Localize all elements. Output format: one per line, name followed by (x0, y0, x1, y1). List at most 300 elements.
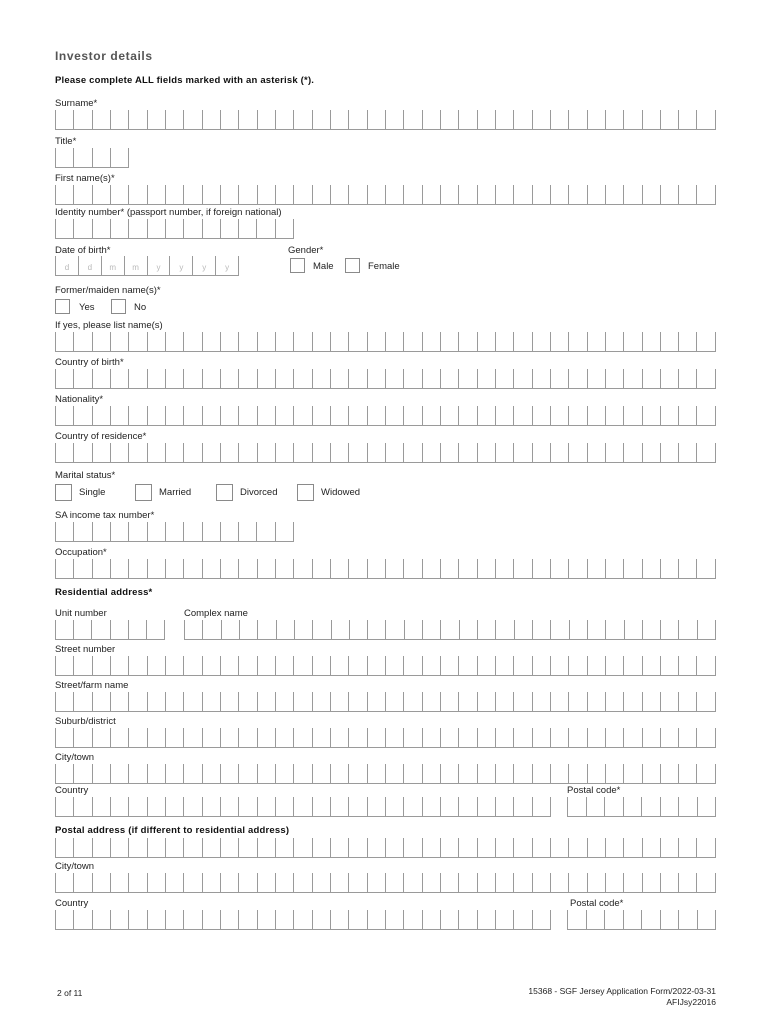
character-cell[interactable] (92, 656, 110, 675)
character-cell[interactable] (623, 838, 641, 857)
character-cell[interactable] (513, 559, 531, 578)
character-cell[interactable] (440, 797, 458, 816)
character-cell[interactable] (165, 332, 183, 351)
character-cell[interactable] (147, 332, 165, 351)
character-cell[interactable] (202, 728, 220, 747)
character-cell[interactable] (55, 406, 73, 425)
character-cell[interactable] (202, 110, 220, 129)
character-cell[interactable] (257, 797, 275, 816)
character-cell[interactable] (605, 110, 623, 129)
character-cell[interactable] (312, 873, 330, 892)
character-cell[interactable] (567, 910, 586, 929)
character-cell[interactable] (495, 559, 513, 578)
character-cell[interactable] (293, 332, 311, 351)
character-cell[interactable] (238, 797, 256, 816)
character-cell[interactable] (146, 620, 165, 639)
character-cell[interactable] (330, 406, 348, 425)
character-cell[interactable] (660, 443, 678, 462)
marital-married-checkbox[interactable] (135, 484, 152, 501)
character-cell[interactable] (696, 656, 715, 675)
character-cell[interactable] (605, 185, 623, 204)
character-cell[interactable] (678, 910, 697, 929)
character-cell[interactable] (312, 185, 330, 204)
character-cell[interactable] (623, 656, 641, 675)
character-cell[interactable] (696, 110, 715, 129)
character-cell[interactable] (92, 219, 110, 238)
character-cell[interactable] (293, 797, 311, 816)
character-cell[interactable] (586, 797, 605, 816)
character-cell[interactable] (147, 369, 165, 388)
character-cell[interactable] (220, 873, 238, 892)
character-cell[interactable] (367, 797, 385, 816)
character-cell[interactable] (477, 797, 495, 816)
character-cell[interactable] (367, 369, 385, 388)
character-cell[interactable] (312, 406, 330, 425)
character-cell[interactable] (678, 185, 696, 204)
character-cell[interactable] (239, 620, 257, 639)
character-cell[interactable] (183, 522, 201, 541)
character-cell[interactable] (367, 443, 385, 462)
character-cell[interactable] (550, 185, 568, 204)
character-cell[interactable] (165, 764, 183, 783)
character-cell[interactable] (403, 406, 421, 425)
character-cell[interactable] (348, 838, 366, 857)
character-cell[interactable] (477, 110, 495, 129)
character-cell[interactable] (73, 873, 91, 892)
character-cell[interactable] (568, 443, 586, 462)
character-cell[interactable] (623, 764, 641, 783)
character-cell[interactable] (642, 185, 660, 204)
character-cell[interactable] (238, 764, 256, 783)
character-cell[interactable] (293, 443, 311, 462)
character-cell[interactable] (642, 656, 660, 675)
character-cell[interactable] (275, 219, 294, 238)
character-cell[interactable] (550, 620, 568, 639)
character-cell[interactable] (604, 910, 623, 929)
character-cell[interactable] (605, 873, 623, 892)
character-cell[interactable] (513, 692, 531, 711)
marital-divorced-checkbox[interactable] (216, 484, 233, 501)
character-cell[interactable] (312, 110, 330, 129)
character-cell[interactable] (73, 406, 91, 425)
character-cell[interactable] (165, 443, 183, 462)
character-cell[interactable] (532, 764, 550, 783)
character-cell[interactable] (238, 873, 256, 892)
character-cell[interactable] (110, 110, 128, 129)
character-cell[interactable] (55, 219, 73, 238)
character-cell[interactable] (587, 692, 605, 711)
character-cell[interactable] (128, 620, 146, 639)
character-cell[interactable] (642, 873, 660, 892)
character-cell[interactable] (623, 443, 641, 462)
character-cell[interactable] (550, 406, 568, 425)
character-cell[interactable] (641, 797, 660, 816)
former-names-input[interactable] (55, 332, 716, 352)
character-cell[interactable] (183, 443, 201, 462)
character-cell[interactable] (55, 522, 73, 541)
character-cell[interactable] (257, 764, 275, 783)
character-cell[interactable] (183, 838, 201, 857)
character-cell[interactable] (403, 559, 421, 578)
character-cell[interactable] (183, 764, 201, 783)
character-cell[interactable] (257, 692, 275, 711)
character-cell[interactable] (110, 910, 128, 929)
character-cell[interactable] (550, 656, 568, 675)
character-cell[interactable] (587, 369, 605, 388)
character-cell[interactable] (220, 728, 238, 747)
character-cell[interactable] (330, 873, 348, 892)
character-cell[interactable] (73, 656, 91, 675)
character-cell[interactable] (147, 406, 165, 425)
character-cell[interactable] (477, 559, 495, 578)
character-cell[interactable] (550, 692, 568, 711)
character-cell[interactable] (92, 406, 110, 425)
character-cell[interactable] (513, 110, 531, 129)
character-cell[interactable] (256, 522, 274, 541)
character-cell[interactable] (330, 369, 348, 388)
character-cell[interactable] (312, 910, 330, 929)
character-cell[interactable] (220, 692, 238, 711)
postal-line-input[interactable] (55, 838, 716, 858)
character-cell[interactable] (165, 838, 183, 857)
character-cell[interactable] (385, 185, 403, 204)
character-cell[interactable] (495, 110, 513, 129)
character-cell[interactable] (275, 873, 293, 892)
character-cell[interactable] (422, 910, 440, 929)
character-cell[interactable] (513, 728, 531, 747)
character-cell[interactable] (422, 406, 440, 425)
character-cell[interactable] (92, 332, 110, 351)
surname-input[interactable] (55, 110, 716, 130)
character-cell[interactable] (128, 764, 146, 783)
character-cell[interactable] (385, 797, 403, 816)
character-cell[interactable] (367, 692, 385, 711)
character-cell[interactable] (73, 797, 91, 816)
character-cell[interactable] (660, 620, 678, 639)
character-cell[interactable] (495, 656, 513, 675)
character-cell[interactable] (128, 332, 146, 351)
character-cell[interactable] (367, 559, 385, 578)
character-cell[interactable] (367, 620, 385, 639)
dob-cell[interactable] (101, 256, 124, 275)
character-cell[interactable] (587, 559, 605, 578)
character-cell[interactable] (348, 369, 366, 388)
character-cell[interactable] (275, 110, 293, 129)
character-cell[interactable] (696, 443, 715, 462)
character-cell[interactable] (385, 443, 403, 462)
character-cell[interactable] (128, 522, 146, 541)
character-cell[interactable] (477, 369, 495, 388)
character-cell[interactable] (220, 110, 238, 129)
character-cell[interactable] (532, 559, 550, 578)
character-cell[interactable] (678, 406, 696, 425)
character-cell[interactable] (165, 910, 183, 929)
character-cell[interactable] (568, 110, 586, 129)
character-cell[interactable] (293, 369, 311, 388)
character-cell[interactable] (293, 406, 311, 425)
character-cell[interactable] (385, 656, 403, 675)
character-cell[interactable] (238, 110, 256, 129)
character-cell[interactable] (568, 692, 586, 711)
character-cell[interactable] (385, 110, 403, 129)
city-input[interactable] (55, 764, 716, 784)
character-cell[interactable] (513, 764, 531, 783)
character-cell[interactable] (110, 369, 128, 388)
character-cell[interactable] (275, 838, 293, 857)
character-cell[interactable] (73, 559, 91, 578)
character-cell[interactable] (605, 369, 623, 388)
character-cell[interactable] (678, 838, 696, 857)
character-cell[interactable] (587, 443, 605, 462)
character-cell[interactable] (348, 656, 366, 675)
character-cell[interactable] (165, 110, 183, 129)
character-cell[interactable] (605, 728, 623, 747)
character-cell[interactable] (110, 873, 128, 892)
character-cell[interactable] (495, 764, 513, 783)
character-cell[interactable] (92, 692, 110, 711)
character-cell[interactable] (459, 620, 477, 639)
character-cell[interactable] (55, 443, 73, 462)
character-cell[interactable] (422, 185, 440, 204)
character-cell[interactable] (532, 910, 551, 929)
character-cell[interactable] (605, 406, 623, 425)
character-cell[interactable] (183, 185, 201, 204)
character-cell[interactable] (147, 185, 165, 204)
dob-cell[interactable] (192, 256, 215, 275)
gender-female-checkbox[interactable] (345, 258, 360, 273)
character-cell[interactable] (55, 873, 73, 892)
character-cell[interactable] (586, 910, 605, 929)
character-cell[interactable] (275, 332, 293, 351)
character-cell[interactable] (696, 873, 715, 892)
character-cell[interactable] (568, 332, 586, 351)
character-cell[interactable] (660, 656, 678, 675)
character-cell[interactable] (220, 656, 238, 675)
dob-cell[interactable] (147, 256, 170, 275)
country-input[interactable] (55, 797, 551, 817)
character-cell[interactable] (202, 406, 220, 425)
character-cell[interactable] (550, 110, 568, 129)
character-cell[interactable] (92, 522, 110, 541)
character-cell[interactable] (220, 219, 238, 238)
character-cell[interactable] (348, 797, 366, 816)
character-cell[interactable] (532, 110, 550, 129)
character-cell[interactable] (642, 559, 660, 578)
character-cell[interactable] (422, 873, 440, 892)
character-cell[interactable] (422, 332, 440, 351)
character-cell[interactable] (55, 369, 73, 388)
character-cell[interactable] (532, 873, 550, 892)
dob-cell[interactable] (169, 256, 192, 275)
character-cell[interactable] (440, 692, 458, 711)
character-cell[interactable] (348, 443, 366, 462)
character-cell[interactable] (183, 110, 201, 129)
character-cell[interactable] (678, 764, 696, 783)
character-cell[interactable] (165, 406, 183, 425)
character-cell[interactable] (440, 332, 458, 351)
character-cell[interactable] (128, 692, 146, 711)
character-cell[interactable] (422, 838, 440, 857)
character-cell[interactable] (293, 838, 311, 857)
character-cell[interactable] (55, 620, 73, 639)
character-cell[interactable] (697, 620, 716, 639)
character-cell[interactable] (568, 873, 586, 892)
street-farm-input[interactable] (55, 692, 716, 712)
character-cell[interactable] (92, 728, 110, 747)
character-cell[interactable] (605, 838, 623, 857)
character-cell[interactable] (458, 369, 476, 388)
character-cell[interactable] (660, 185, 678, 204)
character-cell[interactable] (276, 620, 294, 639)
character-cell[interactable] (513, 838, 531, 857)
character-cell[interactable] (678, 110, 696, 129)
character-cell[interactable] (532, 656, 550, 675)
character-cell[interactable] (128, 406, 146, 425)
character-cell[interactable] (238, 219, 256, 238)
character-cell[interactable] (220, 522, 238, 541)
character-cell[interactable] (92, 148, 110, 167)
character-cell[interactable] (660, 764, 678, 783)
character-cell[interactable] (257, 656, 275, 675)
character-cell[interactable] (165, 219, 183, 238)
character-cell[interactable] (92, 559, 110, 578)
character-cell[interactable] (403, 692, 421, 711)
character-cell[interactable] (128, 656, 146, 675)
character-cell[interactable] (550, 559, 568, 578)
character-cell[interactable] (513, 797, 531, 816)
character-cell[interactable] (440, 764, 458, 783)
character-cell[interactable] (312, 656, 330, 675)
character-cell[interactable] (165, 873, 183, 892)
character-cell[interactable] (623, 797, 642, 816)
character-cell[interactable] (110, 522, 128, 541)
character-cell[interactable] (550, 332, 568, 351)
character-cell[interactable] (458, 559, 476, 578)
character-cell[interactable] (73, 620, 91, 639)
character-cell[interactable] (110, 728, 128, 747)
character-cell[interactable] (110, 185, 128, 204)
character-cell[interactable] (641, 910, 660, 929)
character-cell[interactable] (477, 406, 495, 425)
character-cell[interactable] (440, 910, 458, 929)
character-cell[interactable] (605, 620, 623, 639)
character-cell[interactable] (568, 838, 586, 857)
character-cell[interactable] (642, 692, 660, 711)
dob-input[interactable] (55, 256, 239, 276)
character-cell[interactable] (532, 185, 550, 204)
character-cell[interactable] (220, 332, 238, 351)
character-cell[interactable] (678, 559, 696, 578)
character-cell[interactable] (440, 443, 458, 462)
character-cell[interactable] (73, 443, 91, 462)
character-cell[interactable] (403, 332, 421, 351)
character-cell[interactable] (257, 369, 275, 388)
character-cell[interactable] (202, 620, 220, 639)
character-cell[interactable] (422, 656, 440, 675)
character-cell[interactable] (385, 406, 403, 425)
character-cell[interactable] (294, 620, 312, 639)
character-cell[interactable] (587, 873, 605, 892)
character-cell[interactable] (92, 443, 110, 462)
character-cell[interactable] (220, 838, 238, 857)
character-cell[interactable] (73, 838, 91, 857)
character-cell[interactable] (660, 332, 678, 351)
character-cell[interactable] (403, 656, 421, 675)
character-cell[interactable] (403, 764, 421, 783)
character-cell[interactable] (293, 110, 311, 129)
character-cell[interactable] (275, 656, 293, 675)
character-cell[interactable] (110, 443, 128, 462)
character-cell[interactable] (495, 910, 513, 929)
character-cell[interactable] (128, 369, 146, 388)
character-cell[interactable] (532, 369, 550, 388)
character-cell[interactable] (147, 838, 165, 857)
character-cell[interactable] (440, 656, 458, 675)
character-cell[interactable] (513, 873, 531, 892)
character-cell[interactable] (458, 797, 476, 816)
character-cell[interactable] (312, 797, 330, 816)
first-names-input[interactable] (55, 185, 716, 205)
character-cell[interactable] (587, 406, 605, 425)
character-cell[interactable] (202, 219, 220, 238)
character-cell[interactable] (422, 443, 440, 462)
character-cell[interactable] (257, 620, 275, 639)
character-cell[interactable] (220, 797, 238, 816)
character-cell[interactable] (458, 692, 476, 711)
character-cell[interactable] (183, 219, 201, 238)
marital-widowed-checkbox[interactable] (297, 484, 314, 501)
character-cell[interactable] (293, 910, 311, 929)
character-cell[interactable] (623, 185, 641, 204)
character-cell[interactable] (678, 797, 697, 816)
character-cell[interactable] (147, 692, 165, 711)
character-cell[interactable] (128, 185, 146, 204)
character-cell[interactable] (257, 110, 275, 129)
character-cell[interactable] (110, 620, 128, 639)
character-cell[interactable] (73, 764, 91, 783)
character-cell[interactable] (604, 797, 623, 816)
character-cell[interactable] (385, 559, 403, 578)
character-cell[interactable] (238, 838, 256, 857)
character-cell[interactable] (257, 838, 275, 857)
character-cell[interactable] (330, 559, 348, 578)
character-cell[interactable] (532, 443, 550, 462)
character-cell[interactable] (605, 764, 623, 783)
character-cell[interactable] (550, 728, 568, 747)
character-cell[interactable] (110, 148, 129, 167)
character-cell[interactable] (477, 185, 495, 204)
character-cell[interactable] (183, 406, 201, 425)
character-cell[interactable] (404, 620, 422, 639)
character-cell[interactable] (330, 910, 348, 929)
character-cell[interactable] (55, 332, 73, 351)
character-cell[interactable] (202, 656, 220, 675)
character-cell[interactable] (349, 620, 367, 639)
character-cell[interactable] (275, 443, 293, 462)
character-cell[interactable] (165, 522, 183, 541)
character-cell[interactable] (458, 873, 476, 892)
character-cell[interactable] (147, 219, 165, 238)
character-cell[interactable] (642, 620, 660, 639)
character-cell[interactable] (477, 332, 495, 351)
country-of-residence-input[interactable] (55, 443, 716, 463)
character-cell[interactable] (275, 185, 293, 204)
character-cell[interactable] (73, 692, 91, 711)
character-cell[interactable] (73, 110, 91, 129)
character-cell[interactable] (495, 797, 513, 816)
character-cell[interactable] (440, 110, 458, 129)
character-cell[interactable] (92, 910, 110, 929)
